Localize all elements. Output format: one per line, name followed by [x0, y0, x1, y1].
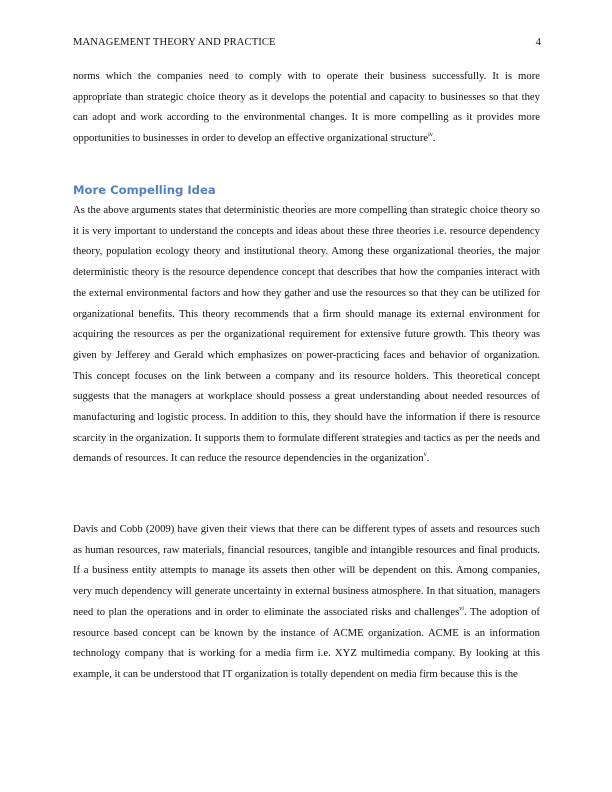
paragraph-3: [73, 519, 540, 685]
paragraph-1-text: norms which the companies need to comply with to operate their business successfully. It is more appropriate than strategic choice theory as it develops the potential and capacity to businesses so that they can adopt and work according to the environmental changes. It is more compelling as it provides more opportunities to businesses in order to develop an effective organizational structure: [73, 70, 540, 145]
paragraph-3-text-after: . The adoption of resource based concept can be known by the instance of ACME organization. ACME is an information technology company that is working for a media firm i.e. XYZ multimedia company. By looking at this example, it can be understood that IT organization is totally dependent on media firm because this is the: [73, 605, 540, 680]
section-heading: More Compelling Idea: [73, 183, 216, 197]
paragraph-2: [73, 200, 540, 469]
paragraph-1: [73, 66, 540, 149]
page-number: 4: [535, 37, 541, 48]
endnote-marker-vi[interactable]: vi: [459, 605, 464, 612]
endnote-marker-iv[interactable]: iv: [428, 132, 433, 139]
running-header: [73, 37, 541, 48]
header-title: MANAGEMENT THEORY AND PRACTICE: [73, 37, 276, 48]
paragraph-2-end: .: [426, 452, 430, 465]
paragraph-3-text-before: Davis and Cobb (2009) have given their views that there can be different types of assets and resources such as human resources, raw materials, financial resources, tangible and intangible resources and final products. If a business entity attempts to manage its assets then other will be dependent on this. Among companies, very much dependency will generate uncertainty in external business atmosphere. In that situation, managers need to plan the operations and in order to eliminate the associated risks and challenges: [73, 523, 540, 618]
endnote-marker-v[interactable]: v: [423, 452, 427, 459]
paragraph-2-text: As the above arguments states that deterministic theories are more compelling than strategic choice theory so it is very important to understand the concepts and ideas about these three theories i.e. resource dependency theory, population ecology theory and institutional theory. Among these organizational theories, the major deterministic theory is the resource dependence concept that describes that how the companies interact with the external environmental factors and how they gather and use the resources so that they can be utilized for organizational benefits. This theory recommends that a firm should manage its external environment for acquiring the resources as per the organizational requirement for extensive future growth. This theory was given by Jefferey and Gerald which emphasizes on power-practicing faces and behavior of organization. This concept focuses on the link between a company and its resource holders. This theoretical concept suggests that the managers at workplace should possess a great understanding about needed resources of manufacturing and logistic process. In addition to this, they should have the information if there is resource scarcity in the organization. It supports them to formulate different strategies and tactics as per the needs and demands of resources. It can reduce the resource dependencies in the organization: [73, 204, 540, 465]
paragraph-1-end: .: [432, 132, 436, 145]
